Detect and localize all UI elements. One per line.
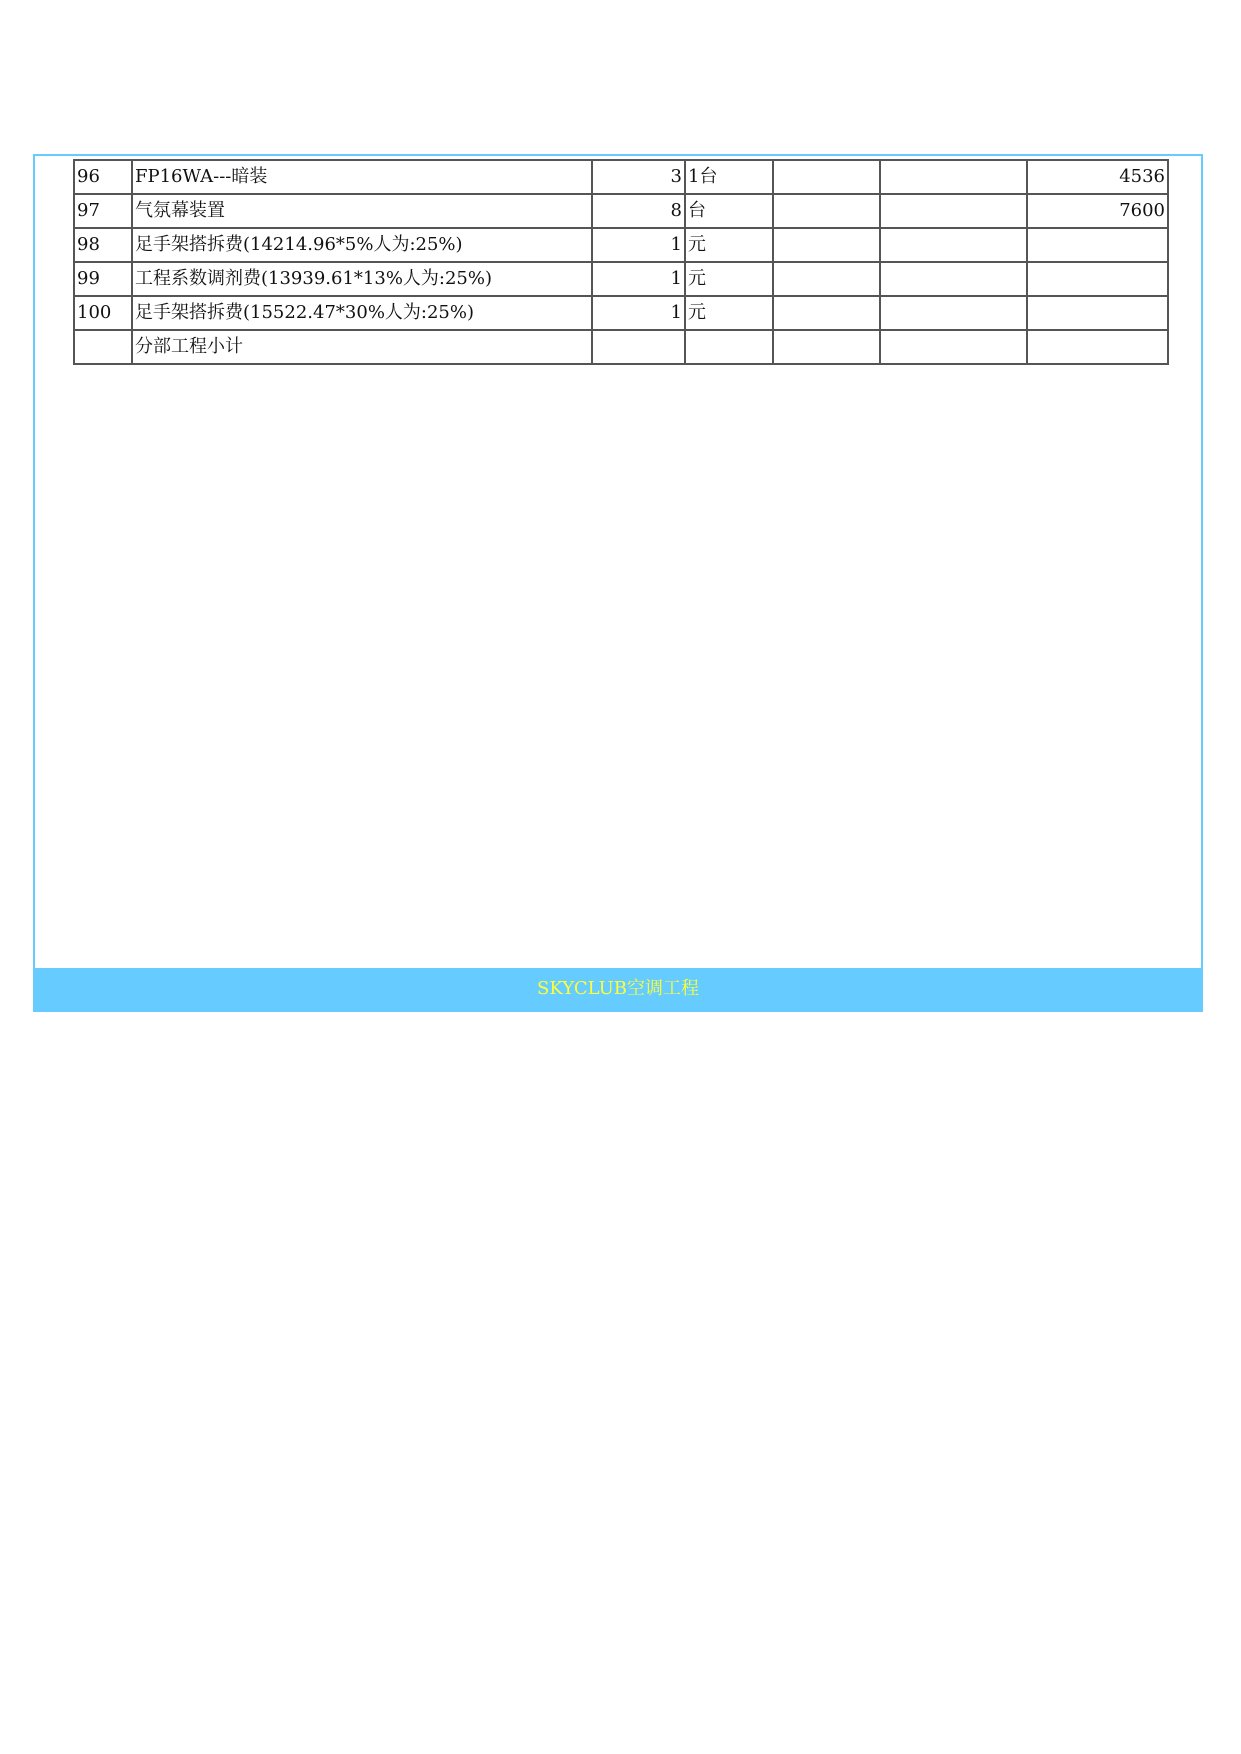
cell-quantity: 1 <box>592 296 685 330</box>
cell-quantity: 1 <box>592 228 685 262</box>
cell-item-name: 足手架搭拆费(14214.96*5%人为:25%) <box>132 228 592 262</box>
cell-item-name: 工程系数调剂费(13939.61*13%人为:25%) <box>132 262 592 296</box>
cell-unit: 台 <box>685 194 773 228</box>
cell-total <box>1027 228 1168 262</box>
cell-unit-price <box>773 194 880 228</box>
cell-unit <box>685 330 773 364</box>
cell-total <box>1027 330 1168 364</box>
cell-item-number: 97 <box>74 194 132 228</box>
table-row <box>74 330 1168 364</box>
cell-item-number: 96 <box>74 160 132 194</box>
cell-total: 7600 <box>1027 194 1168 228</box>
cell-item-name: FP16WA---暗装 <box>132 160 592 194</box>
cell-labor <box>880 296 1027 330</box>
cell-labor <box>880 262 1027 296</box>
cell-total <box>1027 262 1168 296</box>
footer-label: SKYCLUB空调工程 <box>537 978 699 999</box>
table-row <box>74 160 1168 194</box>
cell-unit-price <box>773 330 880 364</box>
cell-unit: 元 <box>685 262 773 296</box>
cell-item-name: 分部工程小计 <box>132 330 592 364</box>
cell-item-name: 足手架搭拆费(15522.47*30%人为:25%) <box>132 296 592 330</box>
cell-item-number: 98 <box>74 228 132 262</box>
cell-labor <box>880 228 1027 262</box>
cell-unit: 元 <box>685 228 773 262</box>
cell-labor <box>880 330 1027 364</box>
cell-quantity: 8 <box>592 194 685 228</box>
cell-quantity: 3 <box>592 160 685 194</box>
document-frame <box>33 154 1203 1012</box>
table-row <box>74 194 1168 228</box>
cell-item-name: 气氛幕装置 <box>132 194 592 228</box>
table-row <box>74 262 1168 296</box>
table-row <box>74 228 1168 262</box>
cell-item-number: 100 <box>74 296 132 330</box>
cell-unit: 1台 <box>685 160 773 194</box>
cell-total: 4536 <box>1027 160 1168 194</box>
table-row <box>74 296 1168 330</box>
cell-item-number: 99 <box>74 262 132 296</box>
cell-quantity <box>592 330 685 364</box>
cell-total <box>1027 296 1168 330</box>
cell-unit-price <box>773 228 880 262</box>
cell-quantity: 1 <box>592 262 685 296</box>
cell-unit-price <box>773 262 880 296</box>
table-body <box>74 160 1168 364</box>
footer-bar <box>35 968 1201 1010</box>
cell-labor <box>880 194 1027 228</box>
cell-unit-price <box>773 160 880 194</box>
cell-unit: 元 <box>685 296 773 330</box>
cell-item-number <box>74 330 132 364</box>
quotation-table <box>73 159 1169 365</box>
cell-unit-price <box>773 296 880 330</box>
cell-labor <box>880 160 1027 194</box>
